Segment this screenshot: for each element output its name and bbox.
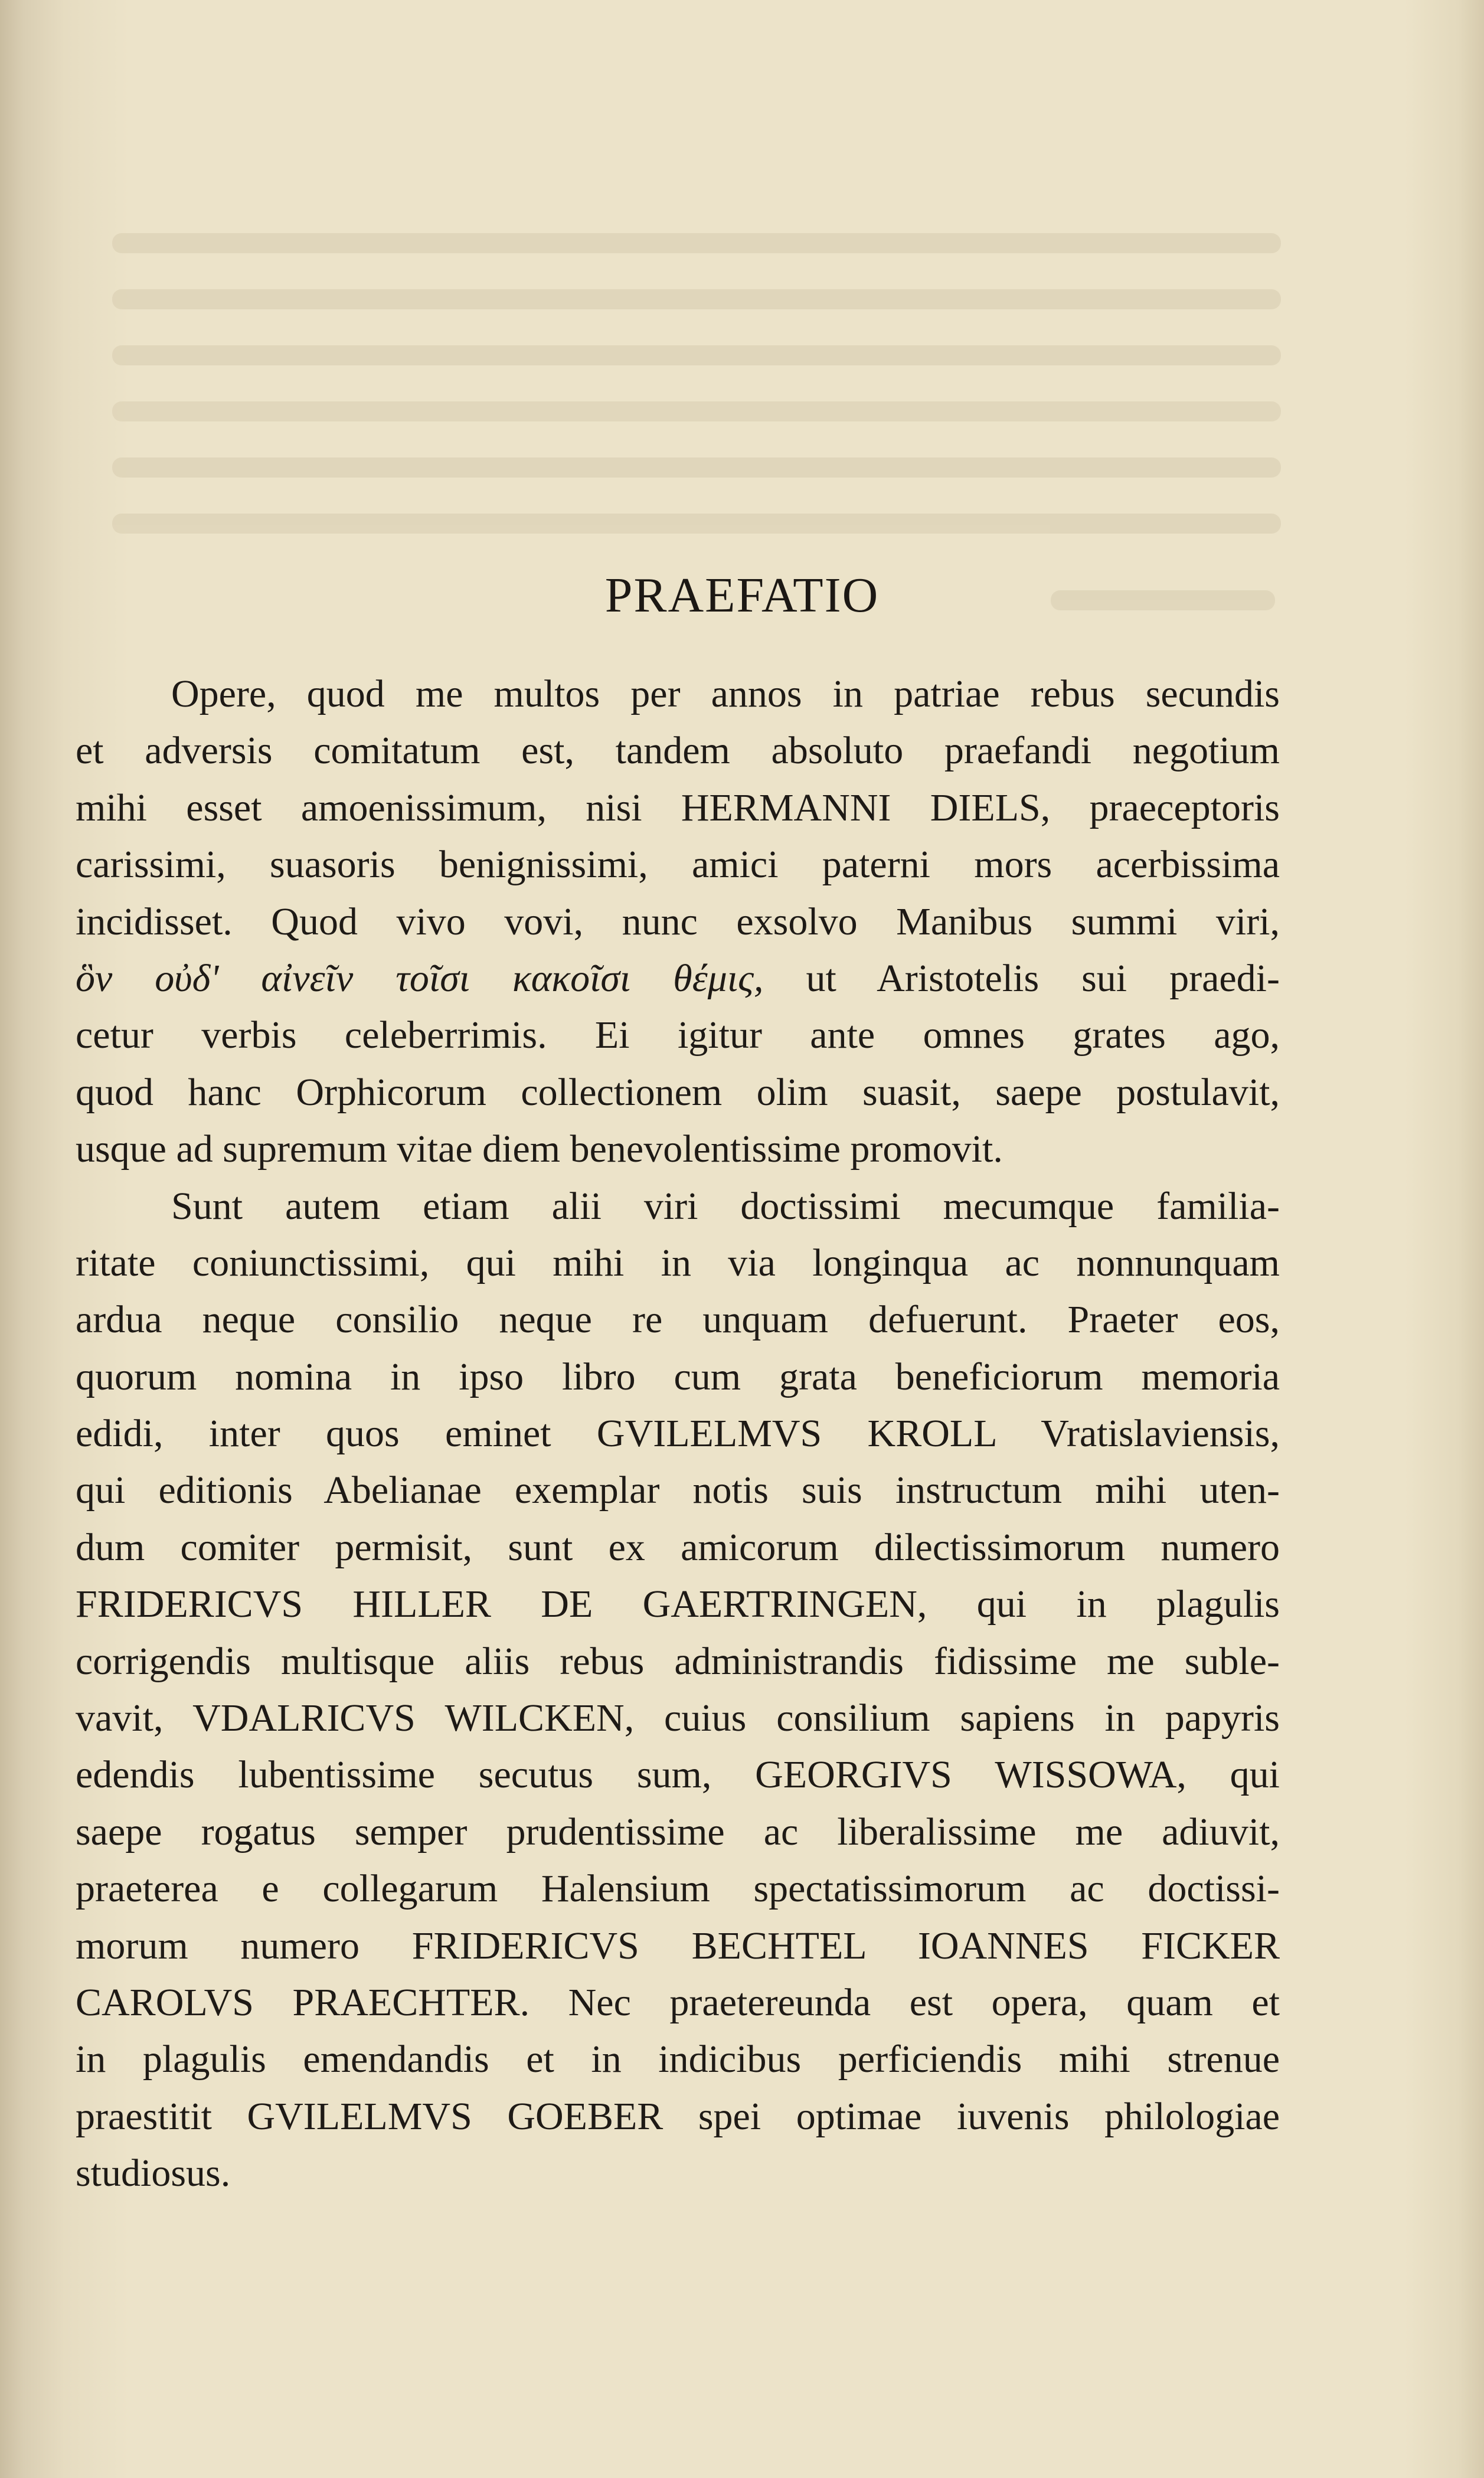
text-line: vavit, VDALRICVS WILCKEN, cuius consilium sapiens in papyris: [76, 1696, 1280, 1740]
text-line: cetur verbis celeberrimis. Ei igitur ante omnes grates ago,: [76, 1014, 1280, 1057]
text-line: corrigendis multisque aliis rebus administrandis fidissime me suble-: [76, 1639, 1280, 1683]
greek-quotation: ὃν οὐδ' αἰνεῖν τοῖσι κακοῖσι θέμις,: [76, 956, 764, 1000]
text-line: quorum nomina in ipso libro cum grata beneficiorum memoria: [76, 1355, 1280, 1398]
page-title: PRAEFATIO: [604, 568, 880, 623]
text-line: saepe rogatus semper prudentissime ac liberalissime me adiuvit,: [76, 1810, 1280, 1853]
text-line: carissimi, suasoris benignissimi, amici paterni mors acerbissima: [76, 843, 1280, 887]
text-line: morum numero FRIDERICVS BECHTEL IOANNES FICKER: [76, 1924, 1280, 1967]
text-line: praestitit GVILELMVS GOEBER spei optimae iuvenis philologiae: [76, 2094, 1280, 2138]
text-line: ritate coniunctissimi, qui mihi in via longinqua ac nonnunquam: [76, 1241, 1280, 1284]
text-line: qui editionis Abelianae exemplar notis suis instructum mihi uten-: [76, 1469, 1280, 1512]
text-line: usque ad supremum vitae diem benevolentissime promovit.: [76, 1127, 1003, 1171]
text-line: incidisset. Quod vivo vovi, nunc exsolvo Manibus summi viri,: [76, 900, 1280, 943]
text-line: dum comiter permisit, sunt ex amicorum dilectissimorum numero: [76, 1525, 1280, 1569]
text-line: Sunt autem etiam alii viri doctissimi mecumque familia-: [171, 1184, 1280, 1228]
text-line: et adversis comitatum est, tandem absoluto praefandi negotium: [76, 729, 1280, 773]
text-line-latin: ut Aristotelis sui praedi-: [806, 956, 1280, 1000]
text-line: in plagulis emendandis et in indicibus perficiendis mihi strenue: [76, 2038, 1280, 2081]
text-line: praeterea e collegarum Halensium spectatissimorum ac doctissi-: [76, 1867, 1280, 1911]
text-line: Opere, quod me multos per annos in patriae rebus secundis: [171, 672, 1280, 715]
text-line: quod hanc Orphicorum collectionem olim suasit, saepe postulavit,: [76, 1070, 1280, 1114]
text-line: ardua neque consilio neque re unquam defuerunt. Praeter eos,: [76, 1298, 1280, 1342]
show-through-shadow: [0, 0, 1484, 649]
text-line: edendis lubentissime secutus sum, GEORGIVS WISSOWA, qui: [76, 1753, 1280, 1797]
text-line: mihi esset amoenissimum, nisi HERMANNI DIELS, praeceptoris: [76, 786, 1280, 829]
text-line-greek-quote: [76, 950, 1280, 1007]
text-line: studiosus.: [76, 2152, 231, 2195]
text-line: edidi, inter quos eminet GVILELMVS KROLL Vratislaviensis,: [76, 1412, 1280, 1456]
preface-body: [76, 666, 1280, 2202]
text-line: FRIDERICVS HILLER DE GAERTRINGEN, qui in plagulis: [76, 1583, 1280, 1626]
text-line: CAROLVS PRAECHTER. Nec praetereunda est opera, quam et: [76, 1980, 1280, 2024]
